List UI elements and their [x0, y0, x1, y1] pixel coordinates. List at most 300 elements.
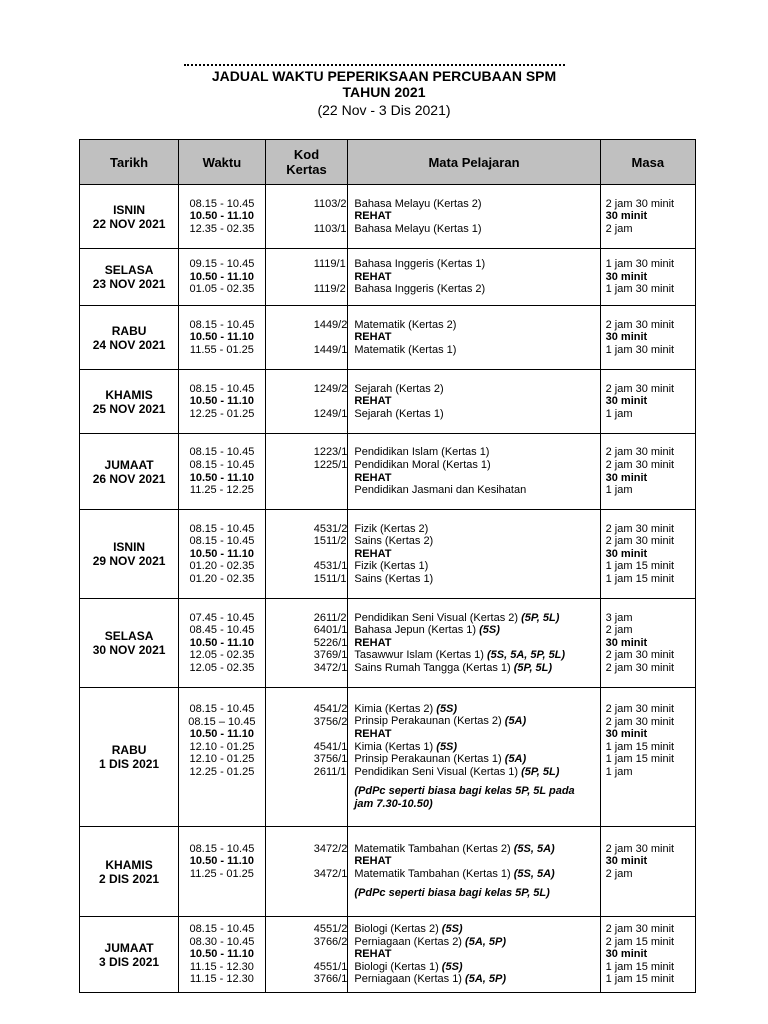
- subject-text: Sejarah (Kertas 1): [354, 407, 444, 420]
- masa-text: 30 minit: [605, 210, 648, 223]
- masa-text: 2 jam 30 minit: [605, 923, 675, 936]
- kod-kertas-text: [266, 484, 348, 497]
- waktu-text: 11.55 - 01.25: [189, 343, 254, 356]
- kod-cell: [265, 510, 348, 599]
- masa-text: 2 jam 30 minit: [605, 715, 675, 728]
- waktu-text: 08.15 - 10.45: [189, 842, 255, 855]
- document-year: TAHUN 2021: [342, 84, 426, 100]
- day-cell: [80, 185, 179, 249]
- waktu-text: 08.15 – 10.45: [188, 715, 256, 728]
- class-tag: (5S, 5A): [513, 842, 555, 855]
- subject-line: [348, 446, 599, 459]
- masa-cell: [600, 599, 695, 688]
- subject-line: [348, 408, 599, 421]
- mata-pelajaran-cell: [348, 510, 600, 599]
- kod-kertas-text: 6401/1: [313, 624, 348, 637]
- subject-line: [348, 383, 599, 396]
- subject-line: [348, 728, 599, 741]
- kod-kertas-text: 1103/1: [313, 222, 347, 235]
- subject-text: REHAT: [354, 331, 392, 344]
- masa-text: 2 jam 30 minit: [605, 522, 675, 535]
- waktu-text: 12.35 - 02.35: [189, 222, 255, 235]
- day-name: SELASA: [104, 629, 154, 643]
- masa-text: 1 jam 15 minit: [605, 572, 675, 585]
- kod-kertas-text: 4541/1: [313, 740, 348, 753]
- subject-line: [348, 573, 599, 586]
- spacer: [266, 798, 348, 811]
- subject-text: Bahasa Melayu (Kertas 2): [354, 197, 482, 210]
- subject-text: Pendidikan Seni Visual (Kertas 1): [354, 765, 519, 778]
- kod-kertas-text: 4531/1: [313, 560, 348, 573]
- kod-kertas-text: [266, 948, 348, 961]
- kod-kertas-text: [266, 210, 348, 223]
- waktu-text: 10.50 - 11.10: [189, 948, 255, 961]
- kod-kertas-text: 1249/1: [313, 407, 348, 420]
- waktu-text: 08.15 - 10.45: [189, 197, 255, 210]
- subject-line: [348, 637, 599, 650]
- class-tag: (5A, 5P): [465, 973, 507, 986]
- table-row: [80, 185, 696, 249]
- subject-text: Matematik Tambahan (Kertas 2): [354, 842, 511, 855]
- header-waktu: Waktu: [179, 140, 266, 185]
- day-date: 22 NOV 2021: [92, 216, 166, 231]
- masa-text: 1 jam 15 minit: [605, 960, 675, 973]
- subject-line: [348, 855, 599, 868]
- waktu-cell: [179, 306, 266, 370]
- subject-line: [348, 560, 599, 573]
- subject-text: Sains Rumah Tangga (Kertas 1): [354, 661, 511, 674]
- class-tag: (5S): [479, 624, 500, 637]
- kod-kertas-text: 1249/2: [313, 382, 348, 395]
- subject-text: Perniagaan (Kertas 1): [354, 973, 462, 986]
- masa-cell: [600, 306, 695, 370]
- day-date: 25 NOV 2021: [92, 401, 166, 416]
- kod-kertas-text: 3769/1: [313, 649, 348, 662]
- kod-kertas-text: 1511/2: [313, 535, 347, 548]
- subject-line: [348, 715, 599, 728]
- masa-text: 1 jam 15 minit: [605, 740, 675, 753]
- waktu-text: 08.15 - 10.45: [189, 702, 255, 715]
- table-row: [80, 434, 696, 510]
- waktu-cell: [179, 249, 266, 306]
- kod-kertas-text: 2611/2: [313, 611, 347, 624]
- masa-text: 1 jam: [605, 765, 633, 778]
- kod-kertas-text: 3766/2: [313, 935, 348, 948]
- subject-line: [348, 948, 599, 961]
- masa-text: 30 minit: [605, 395, 648, 408]
- subject-line: [348, 210, 599, 223]
- subject-line: [348, 624, 599, 637]
- subject-text: Prinsip Perakaunan (Kertas 1): [354, 753, 502, 766]
- spacer: [601, 798, 695, 811]
- masa-text: 2 jam 30 minit: [605, 661, 675, 674]
- class-tag: (5A, 5P): [465, 935, 507, 948]
- masa-text: 2 jam 30 minit: [605, 842, 675, 855]
- waktu-text: 01.20 - 02.35: [189, 560, 255, 573]
- day-cell: [80, 510, 179, 599]
- table-body: [80, 185, 696, 993]
- subject-text: Kimia (Kertas 1): [354, 740, 434, 753]
- mata-pelajaran-cell: [348, 370, 600, 434]
- masa-text: 30 minit: [605, 331, 648, 344]
- masa-cell: [600, 370, 695, 434]
- kod-kertas-text: 3472/1: [313, 867, 348, 880]
- subject-line: [348, 923, 599, 936]
- waktu-text: 12.05 - 02.35: [189, 649, 255, 662]
- table-header-row: [80, 140, 696, 185]
- waktu-text: 11.15 - 12.30: [189, 960, 254, 973]
- subject-line: [348, 753, 599, 766]
- dotted-line: [184, 54, 565, 66]
- masa-text: 2 jam: [605, 867, 633, 880]
- class-tag: (5A): [504, 715, 527, 728]
- waktu-text: 08.15 - 10.45: [189, 535, 255, 548]
- kod-cell: [265, 185, 348, 249]
- subject-text: Pendidikan Jasmani dan Kesihatan: [354, 484, 527, 497]
- pdpc-note: (PdPc seperti biasa bagi kelas 5P, 5L): [354, 887, 550, 900]
- kod-cell: [265, 827, 348, 917]
- subject-line: [348, 484, 599, 497]
- waktu-text: 01.20 - 02.35: [189, 572, 255, 585]
- class-tag: (5S): [441, 960, 463, 973]
- subject-text: REHAT: [354, 210, 392, 223]
- masa-text: 2 jam 30 minit: [605, 197, 675, 210]
- waktu-text: 12.05 - 02.35: [189, 661, 255, 674]
- kod-kertas-text: 1119/2: [313, 283, 346, 296]
- waktu-text: 08.15 - 10.45: [189, 382, 255, 395]
- subject-text: REHAT: [354, 727, 392, 740]
- subject-line: [348, 662, 599, 675]
- kod-kertas-text: 1511/1: [313, 572, 347, 585]
- waktu-text: 08.30 - 10.45: [189, 935, 255, 948]
- subject-line: [348, 459, 599, 472]
- table-row: [80, 249, 696, 306]
- waktu-text: 10.50 - 11.10: [189, 855, 255, 868]
- masa-text: 2 jam 30 minit: [605, 458, 675, 471]
- masa-cell: [600, 827, 695, 917]
- waktu-cell: [179, 917, 266, 993]
- waktu-text: 08.45 - 10.45: [189, 624, 255, 637]
- waktu-text: 08.15 - 10.45: [189, 923, 255, 936]
- mata-pelajaran-cell: [348, 434, 600, 510]
- subject-text: Kimia (Kertas 2): [354, 702, 434, 715]
- day-date: 26 NOV 2021: [92, 471, 166, 486]
- kod-kertas-text: 1449/2: [313, 318, 348, 331]
- waktu-text: 10.50 - 11.10: [189, 471, 255, 484]
- masa-cell: [600, 510, 695, 599]
- kod-kertas-text: [266, 331, 348, 344]
- subject-text: REHAT: [354, 855, 392, 868]
- waktu-text: 07.45 - 10.45: [189, 611, 255, 624]
- day-cell: [80, 249, 179, 306]
- masa-text: 30 minit: [605, 948, 648, 961]
- masa-cell: [600, 185, 695, 249]
- subject-line: [348, 331, 599, 344]
- waktu-text: 08.15 - 10.45: [189, 446, 255, 459]
- waktu-text: 10.50 - 11.10: [189, 395, 255, 408]
- kod-kertas-text: 3472/2: [313, 842, 348, 855]
- masa-text: 2 jam: [605, 624, 633, 637]
- subject-line: [348, 523, 599, 536]
- subject-text: Bahasa Melayu (Kertas 1): [354, 222, 482, 235]
- subject-text: Fizik (Kertas 1): [354, 560, 429, 573]
- subject-line: [348, 612, 599, 625]
- masa-text: 2 jam 30 minit: [605, 318, 675, 331]
- subject-text: Bahasa Jepun (Kertas 1): [354, 624, 477, 637]
- subject-text: REHAT: [354, 270, 392, 283]
- masa-text: 30 minit: [605, 728, 648, 741]
- masa-text: 2 jam 30 minit: [605, 382, 675, 395]
- masa-text: 30 minit: [605, 471, 648, 484]
- waktu-text: 08.15 - 10.45: [189, 458, 255, 471]
- subject-line: [348, 868, 599, 881]
- kod-kertas-text: [266, 728, 348, 741]
- day-name: RABU: [111, 323, 147, 338]
- day-name: ISNIN: [113, 202, 146, 217]
- subject-text: Prinsip Perakaunan (Kertas 2): [354, 715, 502, 728]
- exam-schedule-table: [79, 139, 696, 993]
- subject-line: [348, 344, 599, 357]
- table-row: [80, 917, 696, 993]
- header-tarikh: Tarikh: [80, 140, 179, 185]
- subject-line: [348, 395, 599, 408]
- kod-kertas-text: 1103/2: [313, 197, 347, 210]
- masa-text: 30 minit: [605, 547, 648, 560]
- waktu-text: 11.15 - 12.30: [189, 973, 254, 986]
- day-name: KHAMIS: [105, 387, 153, 402]
- day-cell: [80, 688, 179, 827]
- kod-kertas-text: 4541/2: [313, 702, 348, 715]
- spacer: [179, 798, 265, 811]
- day-name: JUMAAT: [104, 940, 154, 955]
- mata-pelajaran-cell: [348, 688, 600, 827]
- waktu-cell: [179, 827, 266, 917]
- header-kod-kertas: [265, 140, 348, 185]
- masa-text: 30 minit: [605, 636, 648, 649]
- subject-text: Matematik (Kertas 1): [354, 343, 457, 356]
- subject-line: [348, 271, 599, 284]
- kod-kertas-text: 1449/1: [313, 343, 348, 356]
- waktu-text: 11.25 - 12.25: [189, 484, 254, 497]
- mata-pelajaran-cell: [348, 185, 600, 249]
- day-date: 30 NOV 2021: [92, 643, 166, 657]
- subject-text: Sejarah (Kertas 2): [354, 382, 444, 395]
- subject-line: [348, 936, 599, 949]
- masa-text: 30 minit: [605, 270, 648, 283]
- day-cell: [80, 434, 179, 510]
- masa-text: 1 jam 15 minit: [605, 560, 675, 573]
- subject-line: [348, 961, 599, 974]
- mata-pelajaran-cell: [348, 827, 600, 917]
- table-row: [80, 599, 696, 688]
- day-date: 23 NOV 2021: [92, 277, 166, 291]
- waktu-text: 10.50 - 11.10: [189, 728, 255, 741]
- mata-pelajaran-cell: [348, 306, 600, 370]
- subject-line: [348, 973, 599, 986]
- subject-text: REHAT: [354, 948, 392, 961]
- kod-cell: [265, 306, 348, 370]
- masa-text: 1 jam 15 minit: [605, 973, 675, 986]
- masa-text: 2 jam 30 minit: [605, 535, 675, 548]
- class-tag: (5P, 5L): [521, 765, 560, 778]
- waktu-text: 12.10 - 01.25: [189, 740, 255, 753]
- kod-cell: [265, 688, 348, 827]
- waktu-text: 12.25 - 01.25: [189, 765, 255, 778]
- document-title: JADUAL WAKTU PEPERIKSAAN PERCUBAAN SPM: [211, 68, 557, 84]
- waktu-cell: [179, 599, 266, 688]
- subject-line: [348, 319, 599, 332]
- subject-line: [348, 548, 599, 561]
- waktu-text: 11.25 - 01.25: [189, 867, 254, 880]
- subject-text: Bahasa Inggeris (Kertas 1): [354, 258, 486, 271]
- header-kod-line2: Kertas: [286, 162, 327, 177]
- day-cell: [80, 827, 179, 917]
- class-tag: (5P, 5L): [521, 611, 560, 624]
- day-cell: [80, 917, 179, 993]
- subject-text: Sains (Kertas 2): [354, 535, 434, 548]
- kod-kertas-text: 2611/1: [313, 765, 347, 778]
- table-row: [80, 827, 696, 917]
- table-row: [80, 370, 696, 434]
- masa-text: 30 minit: [605, 855, 648, 868]
- table-row: [80, 510, 696, 599]
- kod-kertas-text: [266, 395, 348, 408]
- subject-text: REHAT: [354, 471, 392, 484]
- waktu-text: 10.50 - 11.10: [189, 210, 255, 223]
- subject-text: Pendidikan Seni Visual (Kertas 2): [354, 611, 519, 624]
- masa-text: 1 jam 15 minit: [605, 753, 675, 766]
- subject-text: Sains (Kertas 1): [354, 572, 434, 585]
- header-masa: Masa: [600, 140, 695, 185]
- subject-text: REHAT: [354, 395, 392, 408]
- header-mata-pelajaran: Mata Pelajaran: [348, 140, 600, 185]
- kod-kertas-text: 4551/2: [313, 923, 348, 936]
- class-tag: (5S, 5A): [513, 867, 555, 880]
- waktu-cell: [179, 434, 266, 510]
- waktu-text: 12.10 - 01.25: [189, 753, 255, 766]
- day-date: 1 DIS 2021: [99, 757, 160, 771]
- subject-line: [348, 535, 599, 548]
- kod-kertas-text: 1225/1: [313, 458, 348, 471]
- subject-text: Fizik (Kertas 2): [354, 522, 429, 535]
- day-name: RABU: [111, 743, 147, 757]
- waktu-text: 10.50 - 11.10: [189, 331, 255, 344]
- day-date: 2 DIS 2021: [99, 871, 160, 886]
- masa-text: 2 jam 15 minit: [605, 935, 675, 948]
- kod-kertas-text: 3766/1: [313, 973, 348, 986]
- waktu-cell: [179, 370, 266, 434]
- masa-text: 1 jam 30 minit: [605, 343, 675, 356]
- masa-text: 1 jam 30 minit: [605, 258, 675, 271]
- mata-pelajaran-cell: [348, 599, 600, 688]
- subject-line: [348, 766, 599, 779]
- waktu-text: 01.05 - 02.35: [189, 283, 255, 296]
- waktu-text: 10.50 - 11.10: [189, 547, 255, 560]
- subject-line: [348, 741, 599, 754]
- waktu-text: 10.50 - 11.10: [189, 270, 255, 283]
- day-cell: [80, 599, 179, 688]
- subject-line: [348, 223, 599, 236]
- waktu-text: 12.25 - 01.25: [189, 407, 255, 420]
- subject-line: [348, 472, 599, 485]
- masa-text: 2 jam 30 minit: [605, 446, 675, 459]
- kod-cell: [265, 434, 348, 510]
- subject-text: Biologi (Kertas 1): [354, 960, 439, 973]
- date-range: (22 Nov - 3 Dis 2021): [317, 102, 451, 118]
- header-kod-line1: Kod: [293, 147, 320, 162]
- masa-cell: [600, 917, 695, 993]
- subject-line: [348, 198, 599, 211]
- kod-kertas-text: 3756/2: [313, 715, 348, 728]
- class-tag: (5A): [504, 753, 527, 766]
- table-row: [80, 306, 696, 370]
- day-date: 29 NOV 2021: [92, 554, 166, 568]
- subject-text: Matematik (Kertas 2): [354, 318, 457, 331]
- mata-pelajaran-cell: [348, 917, 600, 993]
- class-tag: (5P, 5L): [513, 661, 553, 674]
- subject-text: Perniagaan (Kertas 2): [354, 935, 462, 948]
- subject-text: Tasawwur Islam (Kertas 1): [354, 649, 484, 662]
- waktu-cell: [179, 185, 266, 249]
- waktu-text: 08.15 - 10.45: [189, 522, 255, 535]
- masa-cell: [600, 249, 695, 306]
- waktu-text: 08.15 - 10.45: [189, 318, 255, 331]
- subject-line: [348, 843, 599, 856]
- subject-text: Biologi (Kertas 2): [354, 923, 439, 936]
- kod-kertas-text: 1223/1: [313, 446, 348, 459]
- day-name: JUMAAT: [104, 457, 154, 472]
- kod-cell: [265, 370, 348, 434]
- class-tag: (5S): [436, 702, 458, 715]
- pdpc-note: (PdPc seperti biasa bagi kelas 5P, 5L pada jam 7.30-10.50): [354, 785, 575, 811]
- subject-line: [348, 703, 599, 716]
- kod-kertas-text: 4531/2: [313, 522, 348, 535]
- kod-kertas-text: [266, 548, 348, 561]
- masa-text: 1 jam: [605, 484, 633, 497]
- mata-pelajaran-cell: [348, 249, 600, 306]
- masa-cell: [600, 688, 695, 827]
- masa-text: 2 jam 30 minit: [605, 702, 675, 715]
- subject-text: REHAT: [354, 547, 392, 560]
- day-name: SELASA: [104, 263, 154, 277]
- day-cell: [80, 306, 179, 370]
- subject-text: Pendidikan Islam (Kertas 1): [354, 446, 490, 459]
- waktu-cell: [179, 688, 266, 827]
- kod-cell: [265, 249, 348, 306]
- subject-line: [348, 258, 599, 271]
- kod-kertas-text: 4551/1: [313, 960, 348, 973]
- subject-text: Bahasa Inggeris (Kertas 2): [354, 283, 486, 296]
- masa-text: 2 jam 30 minit: [605, 649, 675, 662]
- masa-text: 2 jam: [605, 222, 633, 235]
- kod-kertas-text: [266, 472, 348, 485]
- class-tag: (5S): [436, 740, 458, 753]
- kod-cell: [265, 917, 348, 993]
- kod-kertas-text: 3756/1: [313, 753, 348, 766]
- subject-line: [348, 283, 599, 296]
- waktu-text: 10.50 - 11.10: [189, 636, 255, 649]
- day-name: KHAMIS: [105, 857, 153, 872]
- subject-line: [348, 649, 599, 662]
- masa-text: 1 jam: [605, 407, 633, 420]
- kod-kertas-text: 5226/1: [313, 636, 348, 649]
- table-row: [80, 688, 696, 827]
- masa-text: 3 jam: [605, 611, 633, 624]
- masa-text: 1 jam 30 minit: [605, 283, 675, 296]
- class-tag: (5S, 5A, 5P, 5L): [487, 649, 566, 662]
- waktu-cell: [179, 510, 266, 599]
- waktu-text: 09.15 - 10.45: [189, 258, 255, 271]
